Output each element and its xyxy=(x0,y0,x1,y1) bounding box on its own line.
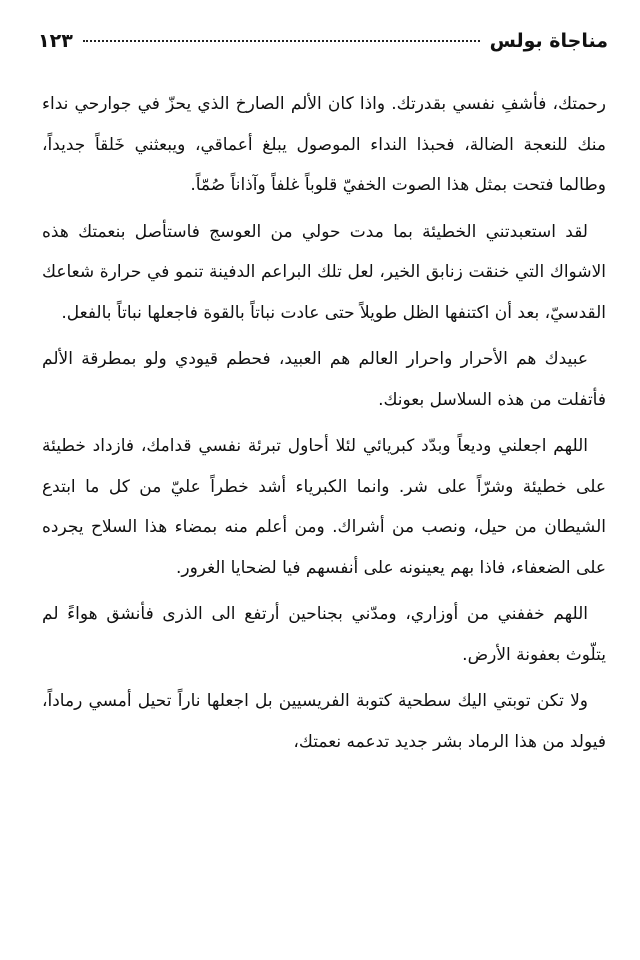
paragraph: ولا تكن توبتي اليك سطحية كتوبة الفريسيين بل اجعلها ناراً تحيل أمسي رماداً، فيولد من هذا الرماد بشر جديد تدعمه نعمتك، xyxy=(42,691,606,752)
page-number: ١٢٣ xyxy=(38,30,73,52)
running-header xyxy=(38,30,608,60)
paragraph: اللهم خففني من أوزاري، ومدّني بجناحين أرتفع الى الذرى فأنشق هواءً لم يتلّوث بعفونة الأرض. xyxy=(42,604,606,665)
header-dot-leader xyxy=(83,40,480,42)
paragraph: لقد استعبدتني الخطيئة بما مدت حولي من العوسج فاستأصل بنعمتك هذه الاشواك التي خنقت زنابق الخير، لعل تلك البراعم الدفينة تنمو في حرارة شعاعك القدسيّ، بعد أن اكتنفها الظل طويلاً حتى عادت نباتاً بالقوة فاجعلها نباتاً بالفعل. xyxy=(42,221,606,323)
paragraph: رحمتك، فأشفِ نفسي بقدرتك. واذا كان الألم الصارخ الذي يحزّ في جوارحي نداء منك للنعجة الضالة، فحبذا النداء الموصول يبلغ أعماقي، ويبعثني خَلقاً جديداً، وطالما فتحت بمثل هذا الصوت الخفيّ قلوباً غلفاً وآذاناً صُمّاً. xyxy=(42,94,606,195)
paragraph: اللهم اجعلني وديعاً وبدّد كبريائي لئلا أحاول تبرئة نفسي قدامك، فازداد خطيئة على خطيئة وشرّاً على شر. وانما الكبرياء أشد خطراً عليّ من كل ما ابتدع الشيطان من حيل، ونصب من أشراك. ومن أعلم منه بمضاء هذا السلاح يجرده على الضعفاء، فاذا بهم يعينونه على أنفسهم فيا لضحايا الغرور. xyxy=(42,436,606,578)
paragraph: عبيدك هم الأحرار واحرار العالم هم العبيد، فحطم قيودي ولو بمطرقة الألم فأتفلت من هذه السلاسل بعونك. xyxy=(42,349,606,410)
body-text xyxy=(42,84,606,768)
chapter-title: مناجاة بولس xyxy=(489,30,608,52)
